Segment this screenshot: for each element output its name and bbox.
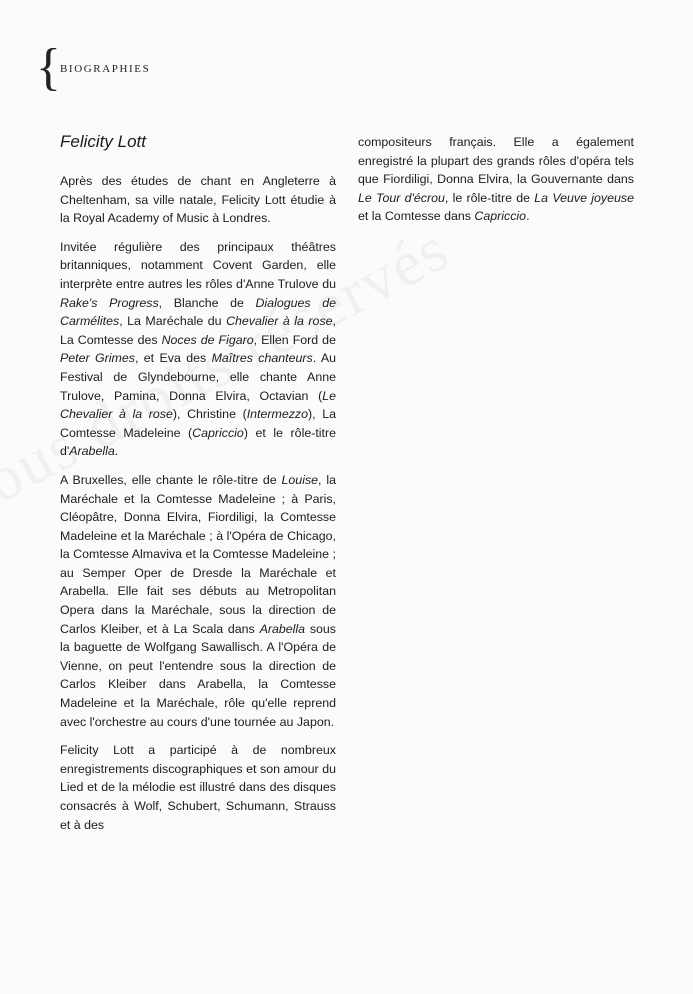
italic-title-text: Capriccio [192,425,244,440]
paragraph-text: . Au Festival de Glyndebourne, elle chante Anne Trulove, Pamina, Donna Elvira, Octavian ( [60,351,337,403]
paragraph-text: , La Comtesse des [60,314,336,347]
italic-title-text: Dialogues de Carmélites [60,295,336,329]
italic-title-text: Peter Grimes [60,351,135,366]
left-body [60,172,336,834]
italic-title-text: Rake's Progress [60,295,159,310]
right-column [358,133,634,236]
artist-name: Felicity Lott [60,132,146,151]
right-body [358,133,634,226]
paragraph-text: Felicity Lott a participé à de nombreux enregistrements discographiques et son amour du Lied et de la mélodie est illustré dans des disques consacrés à Wolf, Schubert, Schumann, Strauss et à des [60,743,336,832]
section-title: BIOGRAPHIES [60,63,151,75]
paragraph-text: , La Maréchale du [119,314,227,329]
italic-title-text: Noces de Figaro [161,332,254,347]
paragraph-text: , le rôle-titre de [444,190,535,205]
italic-title-text: Capriccio [474,209,527,224]
italic-title-text: Arabella [259,621,306,636]
bio-paragraph [60,238,336,461]
italic-title-text: La Veuve joyeuse [534,190,634,205]
italic-title-text: Le Tour d'écrou [358,190,445,205]
paragraph-text: , Blanche de [158,295,256,310]
italic-title-text: Intermezzo [246,407,309,422]
bio-paragraph [60,471,336,731]
italic-title-text: Chevalier à la rose [226,314,333,329]
paragraph-text: Invitée régulière des principaux théâtres britanniques, notamment Covent Garden, elle interprète entre autres les rôles d'Anne Trulove du [60,239,336,291]
paragraph-text: . [526,209,530,224]
paragraph-text: compositeurs français. Elle a également enregistré la plupart des grands rôles d'opéra tels que Fiordiligi, Donna Elvira, la Gouvernante dans [358,135,634,187]
paragraph-text: , et Eva des [134,351,212,366]
bio-paragraph [60,172,336,228]
paragraph-text: et la Comtesse dans [358,209,475,224]
italic-title-text: Arabella [69,444,115,459]
left-column [60,130,336,844]
italic-title-text: Maîtres chanteurs [211,351,313,366]
paragraph-text: ) et le rôle-titre d' [60,425,337,459]
brace-ornament: { [36,39,61,96]
paragraph-text: , Ellen Ford de [253,332,336,347]
paragraph-text: , la Maréchale et la Comtesse Madeleine ; à Paris, Cléopâtre, Donna Elvira, Fiordiligi, la Comtesse Madeleine et la Maréchale ; à l'Opéra de Chicago, la Comtesse Almaviva et la Comtesse Madeleine ; au Semper Oper de Dresde la Maréchale et Arabella. Elle fait ses débuts au Metropolitan Opera dans la Maréchale, sous la direction de Carlos Kleiber, et à La Scala dans [60,472,336,636]
paragraph-text: sous la baguette de Wolfgang Sawallisch. A l'Opéra de Vienne, on peut l'entendre sous la direction de Carlos Kleiber dans Arabella, la Comtesse Madeleine et la Maréchale, rôle qu'elle reprend avec l'orchestre au cours d'une tournée au Japon. [60,621,336,729]
paragraph-text: . [114,444,119,459]
italic-title-text: Louise [281,472,319,487]
bio-paragraph [358,133,634,226]
italic-title-text: Le Chevalier à la rose [60,388,336,422]
paragraph-text: Après des études de chant en Angleterre à Cheltenham, sa ville natale, Felicity Lott étudie à la Royal Academy of Music à Londres. [60,174,336,226]
paragraph-text: A Bruxelles, elle chante le rôle-titre de [60,472,282,487]
paragraph-text: ), La Comtesse Madeleine ( [60,407,336,440]
bio-paragraph [60,741,336,834]
paragraph-text: ), Christine ( [172,407,247,422]
